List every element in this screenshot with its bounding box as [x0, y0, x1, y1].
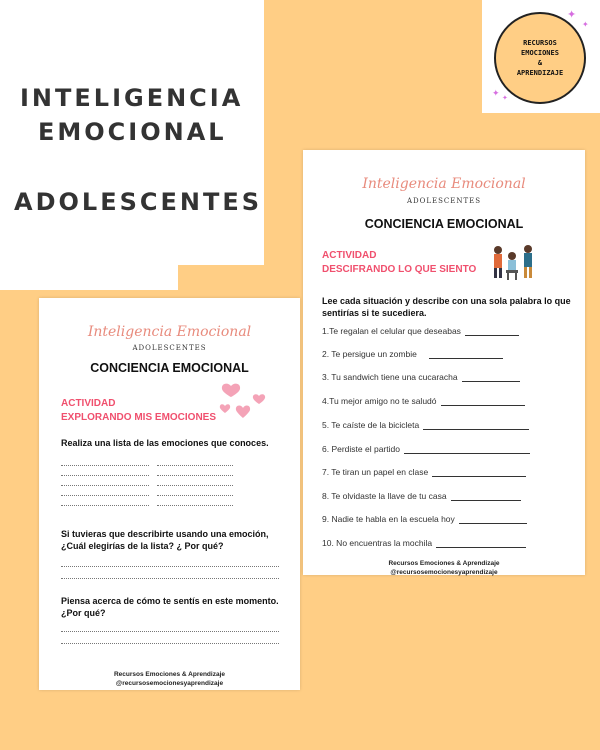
worksheet-page-left — [39, 298, 300, 690]
answer-line[interactable] — [432, 467, 526, 477]
sparkle-icon: ✦ — [582, 20, 589, 29]
answer-line[interactable] — [436, 538, 526, 548]
logo-line3: & — [537, 59, 543, 67]
answer-line[interactable] — [157, 495, 233, 496]
answer-line[interactable] — [61, 485, 149, 486]
answer-line[interactable] — [157, 485, 233, 486]
instruction-feeling: Piensa acerca de cómo te sentís en este momento. ¿Por qué? — [61, 596, 279, 618]
answer-line[interactable] — [61, 495, 149, 496]
page-heading: CONCIENCIA EMOCIONAL — [364, 217, 524, 231]
list-item: 9. Nadie te habla en la escuela hoy — [322, 514, 527, 524]
list-item: 4.Tu mejor amigo no te saludó — [322, 396, 525, 406]
footer-handle: @recursosemocionesyaprendizaje — [390, 569, 498, 576]
list-item: 10. No encuentras la mochila — [322, 538, 526, 548]
worksheet-page-right — [303, 150, 585, 575]
caps-subtitle: ADOLESCENTES — [132, 344, 207, 352]
list-item: 8. Te olvidaste la llave de tu casa — [322, 491, 521, 501]
answer-line[interactable] — [61, 505, 149, 506]
answer-line[interactable] — [459, 514, 527, 524]
sparkle-icon: ✦ — [502, 95, 508, 102]
answer-line[interactable] — [429, 349, 503, 359]
answer-line[interactable] — [157, 475, 233, 476]
logo-line2: EMOCIONES — [521, 49, 559, 57]
answer-line[interactable] — [61, 578, 279, 579]
answer-line[interactable] — [462, 372, 520, 382]
page-heading: CONCIENCIA EMOCIONAL — [90, 361, 249, 375]
page-footer — [303, 559, 585, 577]
answer-line[interactable] — [61, 465, 149, 466]
hearts-icon — [219, 382, 271, 424]
activity-label: ACTIVIDAD — [322, 250, 377, 261]
answer-line[interactable] — [61, 631, 279, 632]
activity-label: ACTIVIDAD — [61, 398, 116, 409]
caps-subtitle: ADOLESCENTES — [406, 197, 482, 205]
logo — [494, 12, 586, 104]
script-title: Inteligencia Emocional — [362, 176, 526, 192]
logo-line4: APRENDIZAJE — [516, 69, 564, 77]
activity-title — [61, 397, 216, 425]
answer-line[interactable] — [423, 420, 529, 430]
list-item: 7. Te tiran un papel en clase — [322, 467, 526, 477]
sparkle-icon: ✦ — [492, 88, 500, 98]
answer-line[interactable] — [451, 491, 521, 501]
people-illustration — [490, 242, 538, 282]
answer-line[interactable] — [61, 475, 149, 476]
list-item: 5. Te caíste de la bicicleta — [322, 420, 529, 430]
instruction-list: Realiza una lista de las emociones que conoces. — [61, 438, 269, 448]
activity-name: DESCIFRANDO LO QUE SIENTO — [322, 264, 477, 275]
answer-line[interactable] — [61, 566, 279, 567]
cover-title-line1: INTELIGENCIA — [20, 84, 244, 112]
page-footer — [39, 670, 300, 688]
logo-line1: RECURSOS — [523, 39, 557, 47]
list-item: 1.Te regalan el celular que deseabas — [322, 326, 519, 336]
answer-line[interactable] — [441, 396, 525, 406]
instruction-emotion: Si tuvieras que describirte usando una emoción, ¿Cuál elegirías de la lista? ¿ Por qué? — [61, 529, 269, 551]
footer-brand: Recursos Emociones & Aprendizaje — [388, 560, 500, 567]
list-item: 2. Te persigue un zombie — [322, 349, 503, 359]
script-title: Inteligencia Emocional — [87, 324, 252, 340]
logo-box — [482, 0, 600, 113]
instruction: Lee cada situación y describe con una sola palabra lo que sentirías si te sucediera. — [322, 296, 571, 318]
answer-line[interactable] — [157, 465, 233, 466]
list-item: 3. Tu sandwich tiene una cucaracha — [322, 372, 520, 382]
list-item: 6. Perdiste el partido — [322, 444, 530, 454]
cover-subtitle: ADOLESCENTES — [14, 188, 263, 216]
activity-name: EXPLORANDO MIS EMOCIONES — [61, 412, 217, 423]
answer-line[interactable] — [404, 444, 530, 454]
activity-title — [322, 249, 476, 277]
footer-brand: Recursos Emociones & Aprendizaje — [113, 671, 225, 678]
answer-line[interactable] — [157, 505, 233, 506]
sparkle-icon: ✦ — [567, 9, 577, 21]
answer-line[interactable] — [465, 326, 519, 336]
answer-line[interactable] — [61, 643, 279, 644]
cover-title-line2: EMOCIONAL — [38, 118, 227, 146]
footer-handle: @recursosemocionesyaprendizaje — [115, 680, 224, 687]
